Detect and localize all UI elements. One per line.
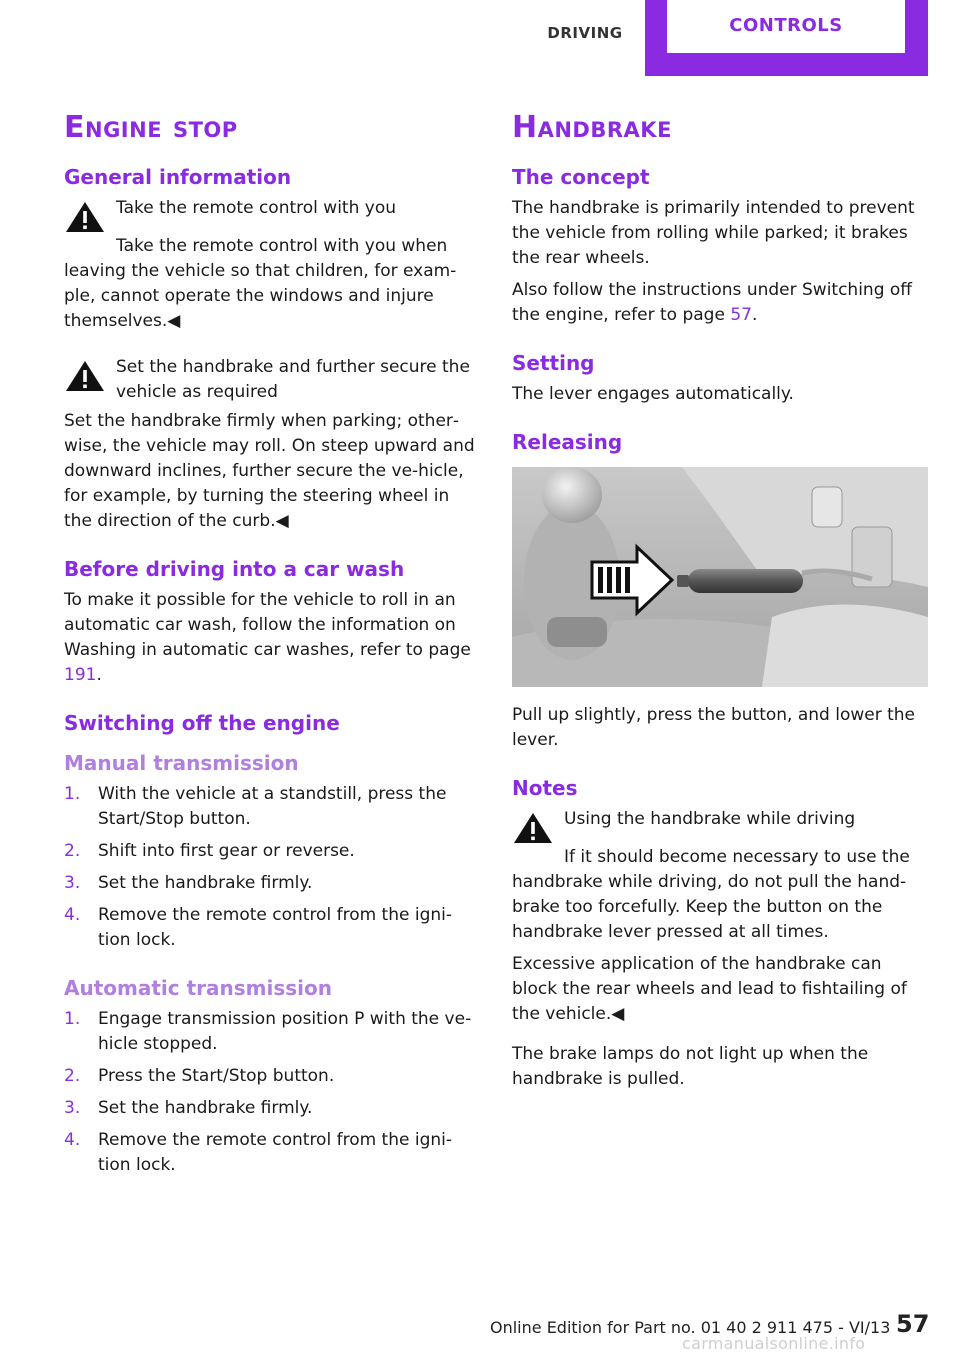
concept-reference-end: . [751, 305, 758, 325]
list-item [64, 1128, 478, 1178]
list-text: Remove the remote control from the igni‐tion lock. [98, 905, 453, 950]
warning-triangle-icon [64, 359, 106, 393]
list-number: 1. [64, 1009, 81, 1029]
header-section-label: DRIVING [547, 24, 623, 42]
manual-transmission-heading: Manual transmission [64, 751, 299, 775]
car-wash-body: To make it possible for the vehicle to roll in an automatic car wash, follow the information on Washing in automatic car washes, refer to page [64, 590, 471, 660]
notes-heading: Notes [512, 776, 578, 800]
warning-body: If it should become necessary to use the handbrake while driving, do not pull the hand‐brake too forcefully. Keep the button on the handbrake lever pressed at all times. [512, 847, 910, 942]
list-text: Press the Start/Stop button. [98, 1066, 335, 1086]
right-column [512, 108, 926, 1099]
list-number: 2. [64, 841, 81, 861]
warning-triangle-icon [64, 200, 106, 234]
list-item [64, 782, 478, 832]
list-number: 2. [64, 1066, 81, 1086]
list-text: With the vehicle at a standstill, press the Start/Stop button. [98, 784, 447, 829]
general-information-heading: General information [64, 165, 292, 189]
concept-reference-text: Also follow the instructions under Switching off the engine, refer to page [512, 280, 913, 325]
list-item [64, 1007, 478, 1057]
releasing-heading: Releasing [512, 430, 623, 454]
warning-body: Take the remote control with you when leaving the vehicle so that children, for exam‐ple, cannot operate the windows and injure themselves.◀ [64, 236, 457, 331]
handbrake-title: Handbrake [512, 110, 672, 145]
concept-paragraph: The handbrake is primarily intended to prevent the vehicle from rolling while parked; it brakes the rear wheels. [512, 198, 915, 268]
list-item [64, 1064, 478, 1089]
setting-heading: Setting [512, 351, 595, 375]
notes-paragraph-brake-lamps: The brake lamps do not light up when the handbrake is pulled. [512, 1044, 869, 1089]
page-link-191[interactable]: 191 [64, 665, 97, 685]
list-number: 4. [64, 1130, 81, 1150]
list-text: Set the handbrake firmly. [98, 873, 313, 893]
warning-handbrake-driving [512, 807, 926, 945]
watermark: carmanualsonline.info [682, 1334, 866, 1353]
header-chapter-tab [645, 0, 928, 76]
warning-body: Set the handbrake firmly when parking; other‐wise, the vehicle may roll. On steep upward and downward inclines, further secure the ve‐hicle, for example, by turning the steering wheel in the direction of the curb.◀ [64, 411, 475, 531]
list-text: Remove the remote control from the igni‐tion lock. [98, 1130, 453, 1175]
concept-heading: The concept [512, 165, 650, 189]
car-wash-end: . [96, 665, 102, 685]
warning-title: Using the handbrake while driving [564, 809, 856, 829]
switching-off-heading: Switching off the engine [64, 711, 340, 735]
footer-edition: Online Edition for Part no. 01 40 2 911 475 - VI/13 [490, 1318, 891, 1337]
handbrake-release-photo [512, 467, 928, 687]
notes-paragraph-fishtailing: Excessive application of the handbrake can block the rear wheels and lead to fishtailing of the vehicle.◀ [512, 954, 907, 1024]
list-number: 3. [64, 873, 81, 893]
car-wash-text [64, 588, 478, 688]
list-item [64, 903, 478, 953]
warning-title: Take the remote control with you [116, 198, 396, 218]
list-text: Engage transmission position P with the ve‐hicle stopped. [98, 1009, 472, 1054]
automatic-steps-list [64, 1007, 478, 1178]
list-text: Shift into first gear or reverse. [98, 841, 355, 861]
list-number: 4. [64, 905, 81, 925]
manual-steps-list [64, 782, 478, 953]
list-number: 3. [64, 1098, 81, 1118]
warning-handbrake-secure [64, 355, 478, 534]
left-column [64, 108, 478, 1185]
list-item [64, 839, 478, 864]
warning-remote-control [64, 196, 478, 334]
concept-reference [512, 278, 926, 328]
warning-triangle-icon [512, 811, 554, 845]
list-number: 1. [64, 784, 81, 804]
page-link-57[interactable]: 57 [730, 305, 752, 325]
car-wash-heading: Before driving into a car wash [64, 557, 405, 581]
list-item [64, 1096, 478, 1121]
list-item [64, 871, 478, 896]
engine-stop-title: Engine stop [64, 110, 238, 145]
warning-title: Set the handbrake and further secure the vehicle as required [116, 357, 470, 402]
automatic-transmission-heading: Automatic transmission [64, 976, 332, 1000]
setting-text: The lever engages automatically. [512, 384, 794, 404]
releasing-caption: Pull up slightly, press the button, and lower the lever. [512, 705, 916, 750]
list-text: Set the handbrake firmly. [98, 1098, 313, 1118]
page-number: 57 [896, 1310, 930, 1338]
header-chapter-label: CONTROLS [667, 0, 905, 53]
